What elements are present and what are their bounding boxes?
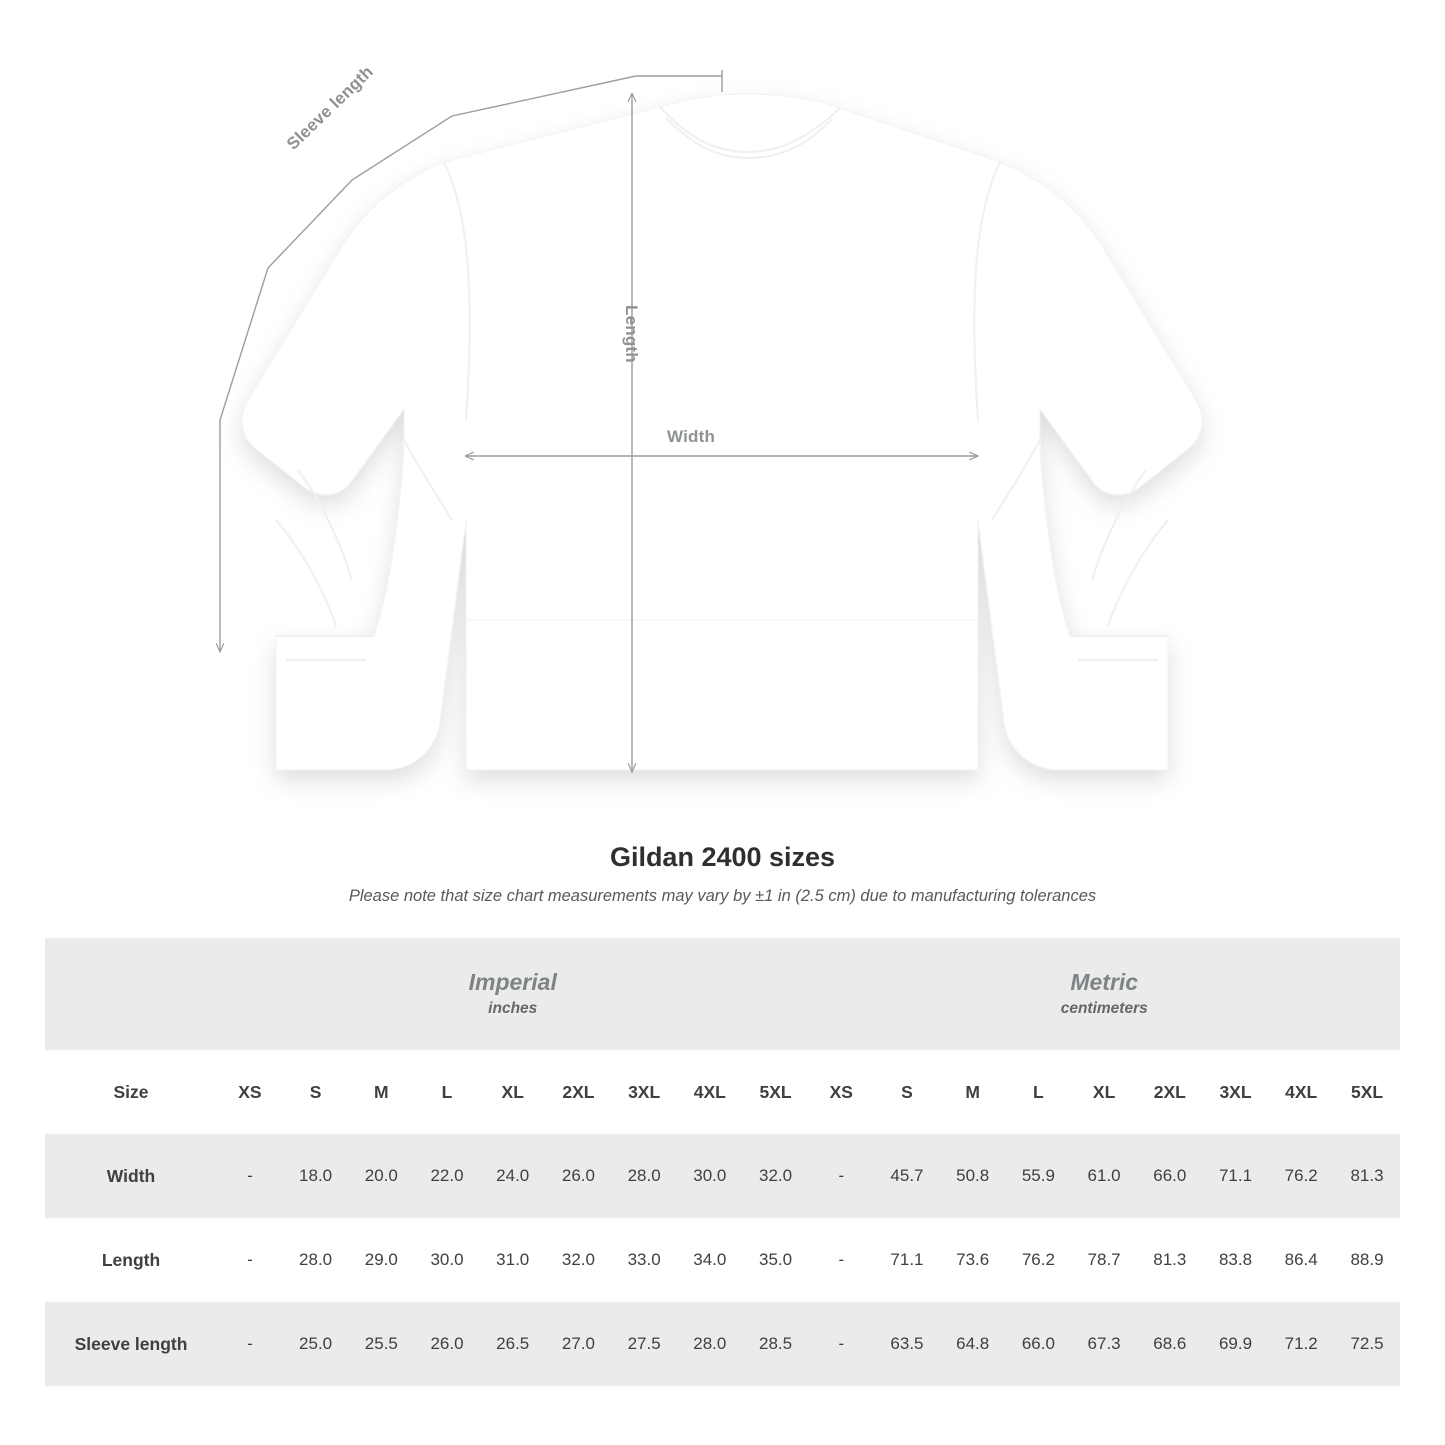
- cell-length-imperial: 33.0: [611, 1218, 677, 1302]
- table-row: [45, 1302, 1400, 1386]
- row-label-length: Length: [45, 1218, 217, 1302]
- size-col-header: 2XL: [1137, 1050, 1203, 1134]
- size-col-header: 3XL: [611, 1050, 677, 1134]
- cell-length-imperial: 30.0: [414, 1218, 480, 1302]
- size-label-cell: Size: [45, 1050, 217, 1134]
- title-block: [0, 842, 1445, 906]
- cell-sleeve-metric: 66.0: [1006, 1302, 1072, 1386]
- unit-header-imperial: [217, 938, 808, 1050]
- size-header-row: [45, 1050, 1400, 1134]
- cell-width-imperial: -: [217, 1134, 283, 1218]
- cell-length-metric: 86.4: [1268, 1218, 1334, 1302]
- cell-length-imperial: 28.0: [283, 1218, 349, 1302]
- cell-length-metric: 71.1: [874, 1218, 940, 1302]
- cell-sleeve-imperial: 27.5: [611, 1302, 677, 1386]
- size-col-header: M: [348, 1050, 414, 1134]
- cell-length-imperial: 34.0: [677, 1218, 743, 1302]
- size-col-header: 4XL: [677, 1050, 743, 1134]
- cell-width-metric: 61.0: [1071, 1134, 1137, 1218]
- cell-width-metric: 81.3: [1334, 1134, 1400, 1218]
- cell-width-metric: 71.1: [1203, 1134, 1269, 1218]
- row-label-sleeve-length: Sleeve length: [45, 1302, 217, 1386]
- cell-length-metric: 78.7: [1071, 1218, 1137, 1302]
- size-chart-table: [45, 938, 1400, 1386]
- cell-sleeve-metric: 72.5: [1334, 1302, 1400, 1386]
- cell-length-imperial: -: [217, 1218, 283, 1302]
- cell-width-metric: -: [808, 1134, 874, 1218]
- unit-metric-sub: centimeters: [1060, 999, 1148, 1017]
- cell-length-metric: 73.6: [940, 1218, 1006, 1302]
- cell-length-metric: 76.2: [1006, 1218, 1072, 1302]
- width-label: Width: [667, 427, 716, 446]
- cell-width-imperial: 26.0: [546, 1134, 612, 1218]
- cell-sleeve-imperial: -: [217, 1302, 283, 1386]
- cell-sleeve-metric: 68.6: [1137, 1302, 1203, 1386]
- sleeve-length-label: Sleeve length: [283, 62, 377, 154]
- size-col-header: M: [940, 1050, 1006, 1134]
- cell-length-imperial: 35.0: [743, 1218, 809, 1302]
- size-col-header: XS: [217, 1050, 283, 1134]
- cell-width-metric: 66.0: [1137, 1134, 1203, 1218]
- size-table-container: [45, 938, 1400, 1386]
- cell-width-imperial: 24.0: [480, 1134, 546, 1218]
- size-col-header: XS: [808, 1050, 874, 1134]
- cell-length-imperial: 31.0: [480, 1218, 546, 1302]
- size-col-header: L: [414, 1050, 480, 1134]
- row-label-width: Width: [45, 1134, 217, 1218]
- cell-sleeve-imperial: 25.5: [348, 1302, 414, 1386]
- cell-width-imperial: 30.0: [677, 1134, 743, 1218]
- cell-sleeve-metric: 69.9: [1203, 1302, 1269, 1386]
- size-col-header: 2XL: [546, 1050, 612, 1134]
- size-col-header: 5XL: [743, 1050, 809, 1134]
- length-label: Length: [622, 305, 641, 363]
- unit-header-metric: [808, 938, 1400, 1050]
- tolerance-note: Please note that size chart measurements may vary by ±1 in (2.5 cm) due to manufacturing tolerances: [348, 887, 1097, 905]
- cell-length-metric: 83.8: [1203, 1218, 1269, 1302]
- size-col-header: 5XL: [1334, 1050, 1400, 1134]
- size-col-header: 4XL: [1268, 1050, 1334, 1134]
- cell-sleeve-imperial: 27.0: [546, 1302, 612, 1386]
- cell-width-metric: 50.8: [940, 1134, 1006, 1218]
- table-row: [45, 1134, 1400, 1218]
- size-col-header: 3XL: [1203, 1050, 1269, 1134]
- cell-sleeve-imperial: 25.0: [283, 1302, 349, 1386]
- cell-sleeve-metric: 71.2: [1268, 1302, 1334, 1386]
- cell-length-metric: -: [808, 1218, 874, 1302]
- cell-width-metric: 76.2: [1268, 1134, 1334, 1218]
- size-col-header: L: [1006, 1050, 1072, 1134]
- table-row: [45, 1218, 1400, 1302]
- cell-sleeve-imperial: 26.0: [414, 1302, 480, 1386]
- cell-width-imperial: 28.0: [611, 1134, 677, 1218]
- cell-length-metric: 88.9: [1334, 1218, 1400, 1302]
- cell-width-metric: 45.7: [874, 1134, 940, 1218]
- size-col-header: S: [283, 1050, 349, 1134]
- cell-sleeve-metric: -: [808, 1302, 874, 1386]
- cell-sleeve-metric: 63.5: [874, 1302, 940, 1386]
- cell-sleeve-metric: 67.3: [1071, 1302, 1137, 1386]
- unit-header-row: [45, 938, 1400, 1050]
- cell-sleeve-imperial: 28.0: [677, 1302, 743, 1386]
- cell-sleeve-imperial: 28.5: [743, 1302, 809, 1386]
- cell-width-metric: 55.9: [1006, 1134, 1072, 1218]
- cell-length-imperial: 29.0: [348, 1218, 414, 1302]
- cell-sleeve-imperial: 26.5: [480, 1302, 546, 1386]
- page-title: Gildan 2400 sizes: [609, 842, 836, 872]
- shirt-shape: [242, 94, 1202, 770]
- cell-width-imperial: 32.0: [743, 1134, 809, 1218]
- unit-metric-name: Metric: [1070, 969, 1139, 995]
- cell-width-imperial: 18.0: [283, 1134, 349, 1218]
- size-col-header: XL: [480, 1050, 546, 1134]
- size-col-header: S: [874, 1050, 940, 1134]
- unit-imperial-sub: inches: [488, 999, 538, 1017]
- cell-length-metric: 81.3: [1137, 1218, 1203, 1302]
- cell-width-imperial: 20.0: [348, 1134, 414, 1218]
- cell-length-imperial: 32.0: [546, 1218, 612, 1302]
- cell-width-imperial: 22.0: [414, 1134, 480, 1218]
- cell-sleeve-metric: 64.8: [940, 1302, 1006, 1386]
- size-col-header: XL: [1071, 1050, 1137, 1134]
- unit-imperial-name: Imperial: [468, 969, 557, 995]
- unit-header-corner: [45, 938, 217, 1050]
